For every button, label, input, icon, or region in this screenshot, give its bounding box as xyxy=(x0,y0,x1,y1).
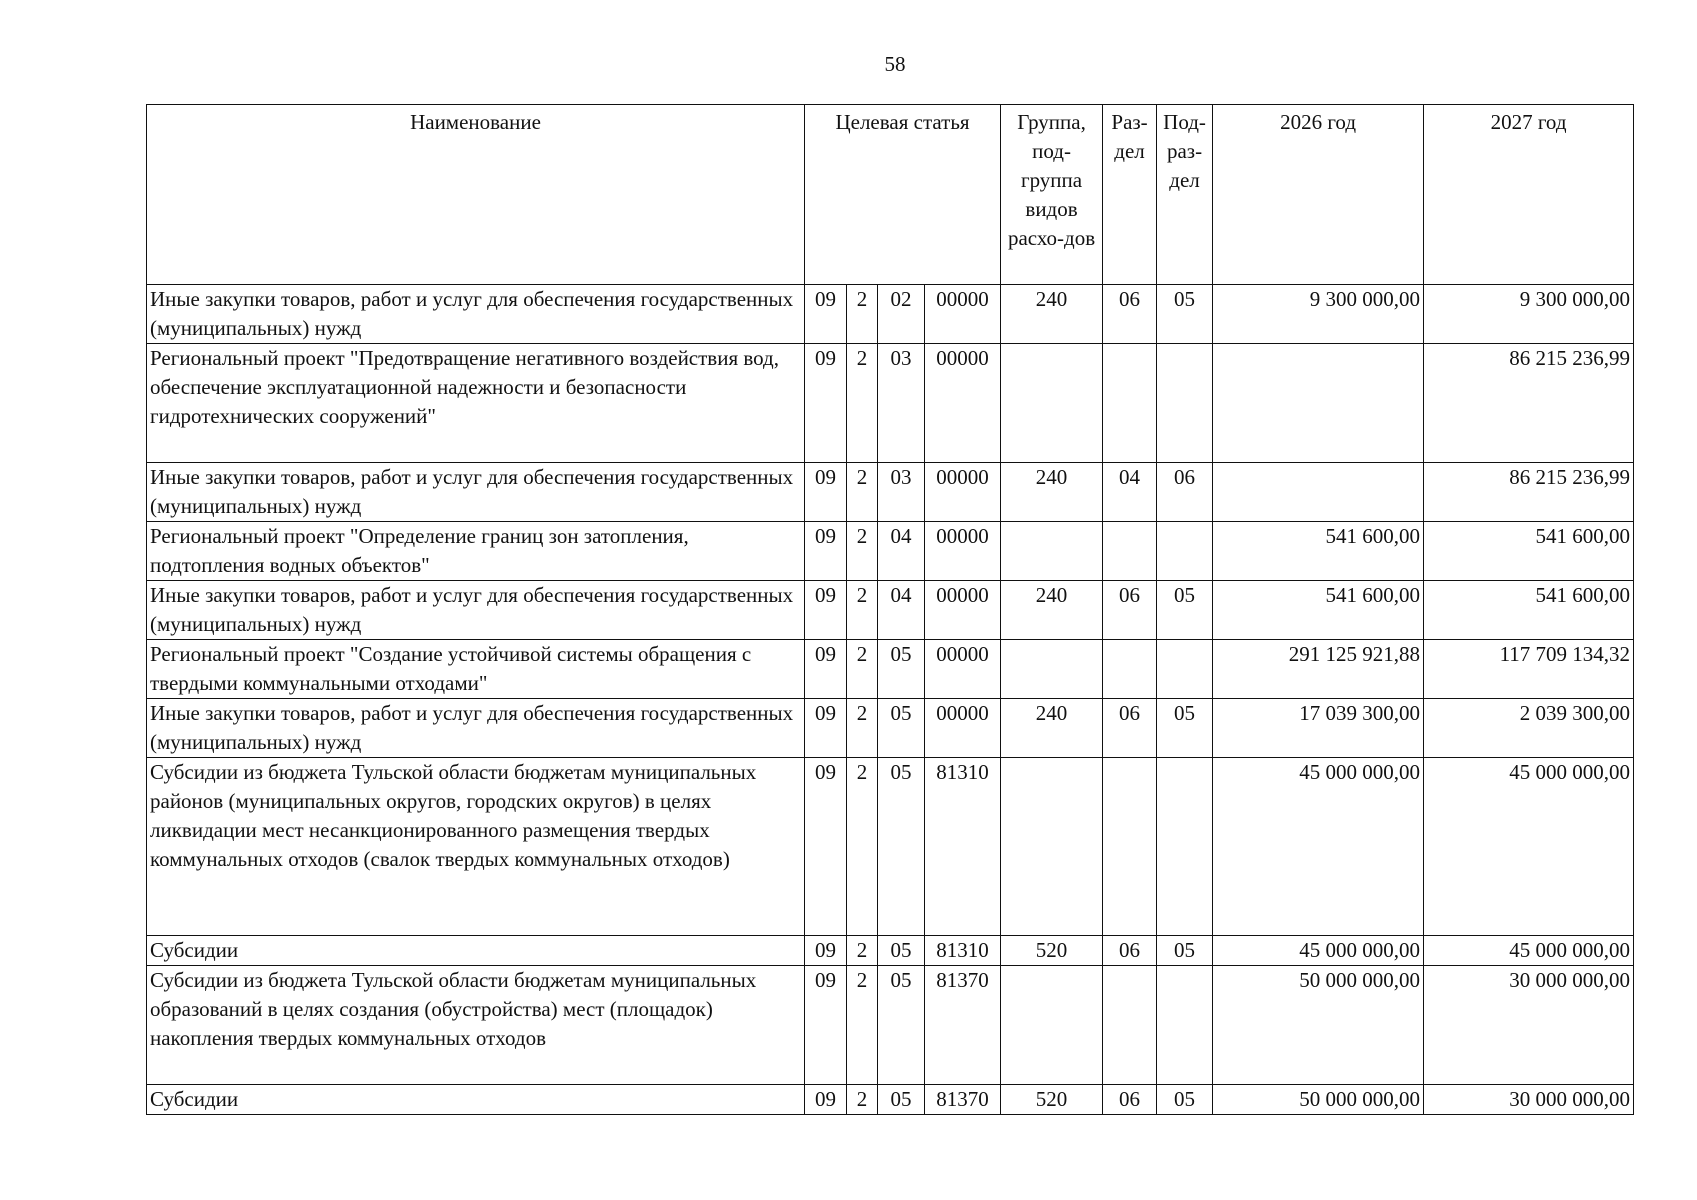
section-code: 06 xyxy=(1103,581,1157,640)
article-subprogram: 2 xyxy=(847,966,878,1085)
article-direction: 81310 xyxy=(925,936,1001,966)
expense-group: 240 xyxy=(1001,463,1103,522)
amount-2027: 30 000 000,00 xyxy=(1424,1085,1634,1115)
article-event: 05 xyxy=(878,966,925,1085)
section-code xyxy=(1103,522,1157,581)
article-direction: 00000 xyxy=(925,699,1001,758)
header-year-2026: 2026 год xyxy=(1213,105,1424,285)
article-event: 03 xyxy=(878,344,925,463)
article-event: 04 xyxy=(878,581,925,640)
amount-2027: 9 300 000,00 xyxy=(1424,285,1634,344)
subsection-code: 06 xyxy=(1157,463,1213,522)
section-code: 06 xyxy=(1103,285,1157,344)
article-event: 05 xyxy=(878,1085,925,1115)
section-code: 04 xyxy=(1103,463,1157,522)
section-code xyxy=(1103,966,1157,1085)
amount-2027: 45 000 000,00 xyxy=(1424,758,1634,936)
article-event: 02 xyxy=(878,285,925,344)
amount-2027: 30 000 000,00 xyxy=(1424,966,1634,1085)
article-program: 09 xyxy=(805,966,847,1085)
article-subprogram: 2 xyxy=(847,758,878,936)
article-program: 09 xyxy=(805,699,847,758)
article-event: 05 xyxy=(878,640,925,699)
expense-group xyxy=(1001,640,1103,699)
expense-group: 520 xyxy=(1001,1085,1103,1115)
section-code xyxy=(1103,758,1157,936)
table-row xyxy=(147,699,1634,758)
amount-2026: 541 600,00 xyxy=(1213,522,1424,581)
article-program: 09 xyxy=(805,344,847,463)
row-name: Региональный проект "Предотвращение негативного воздействия вод, обеспечение эксплуатационной надежности и безопасности гидротехнических сооружений" xyxy=(147,344,805,463)
header-section: Раз-дел xyxy=(1103,105,1157,285)
amount-2026: 9 300 000,00 xyxy=(1213,285,1424,344)
expense-group: 240 xyxy=(1001,699,1103,758)
row-name: Иные закупки товаров, работ и услуг для обеспечения государственных (муниципальных) нужд xyxy=(147,699,805,758)
table-row xyxy=(147,640,1634,699)
header-target-article: Целевая статья xyxy=(805,105,1001,285)
table-row xyxy=(147,285,1634,344)
expense-group xyxy=(1001,522,1103,581)
expense-group xyxy=(1001,344,1103,463)
row-name: Субсидии из бюджета Тульской области бюджетам муниципальных образований в целях создания (обустройства) мест (площадок) накопления твердых коммунальных отходов xyxy=(147,966,805,1085)
amount-2027: 2 039 300,00 xyxy=(1424,699,1634,758)
amount-2026: 45 000 000,00 xyxy=(1213,758,1424,936)
article-direction: 00000 xyxy=(925,640,1001,699)
header-row xyxy=(147,105,1634,285)
header-name: Наименование xyxy=(147,105,805,285)
subsection-code xyxy=(1157,640,1213,699)
article-subprogram: 2 xyxy=(847,640,878,699)
table-row xyxy=(147,936,1634,966)
subsection-code: 05 xyxy=(1157,699,1213,758)
header-year-2027: 2027 год xyxy=(1424,105,1634,285)
article-program: 09 xyxy=(805,463,847,522)
expense-group: 240 xyxy=(1001,285,1103,344)
amount-2026: 291 125 921,88 xyxy=(1213,640,1424,699)
subsection-code: 05 xyxy=(1157,285,1213,344)
amount-2026: 17 039 300,00 xyxy=(1213,699,1424,758)
section-code: 06 xyxy=(1103,936,1157,966)
article-subprogram: 2 xyxy=(847,699,878,758)
table-row xyxy=(147,581,1634,640)
expense-group xyxy=(1001,966,1103,1085)
amount-2026 xyxy=(1213,344,1424,463)
section-code: 06 xyxy=(1103,699,1157,758)
article-event: 04 xyxy=(878,522,925,581)
row-name: Субсидии xyxy=(147,936,805,966)
article-program: 09 xyxy=(805,285,847,344)
subsection-code xyxy=(1157,344,1213,463)
row-name: Региональный проект "Определение границ зон затопления, подтопления водных объектов" xyxy=(147,522,805,581)
article-program: 09 xyxy=(805,522,847,581)
article-subprogram: 2 xyxy=(847,936,878,966)
section-code: 06 xyxy=(1103,1085,1157,1115)
article-event: 05 xyxy=(878,936,925,966)
amount-2027: 541 600,00 xyxy=(1424,581,1634,640)
article-subprogram: 2 xyxy=(847,463,878,522)
table-row xyxy=(147,1085,1634,1115)
table-body xyxy=(147,285,1634,1115)
article-direction: 00000 xyxy=(925,463,1001,522)
header-group: Группа, под-группа видов расхо-дов xyxy=(1001,105,1103,285)
amount-2027: 117 709 134,32 xyxy=(1424,640,1634,699)
article-direction: 00000 xyxy=(925,285,1001,344)
row-name: Субсидии xyxy=(147,1085,805,1115)
table-row xyxy=(147,758,1634,936)
article-program: 09 xyxy=(805,581,847,640)
article-program: 09 xyxy=(805,758,847,936)
amount-2027: 45 000 000,00 xyxy=(1424,936,1634,966)
expense-group: 240 xyxy=(1001,581,1103,640)
article-event: 05 xyxy=(878,699,925,758)
article-event: 05 xyxy=(878,758,925,936)
expense-group xyxy=(1001,758,1103,936)
amount-2026: 50 000 000,00 xyxy=(1213,966,1424,1085)
article-direction: 00000 xyxy=(925,344,1001,463)
subsection-code xyxy=(1157,522,1213,581)
article-subprogram: 2 xyxy=(847,522,878,581)
article-direction: 81370 xyxy=(925,1085,1001,1115)
row-name: Субсидии из бюджета Тульской области бюджетам муниципальных районов (муниципальных округов, городских округов) в целях ликвидации мест несанкционированного размещения твердых коммунальных отходов (свалок твердых коммунальных отходов) xyxy=(147,758,805,936)
article-subprogram: 2 xyxy=(847,344,878,463)
section-code xyxy=(1103,640,1157,699)
page-number: 58 xyxy=(884,52,906,76)
amount-2027: 541 600,00 xyxy=(1424,522,1634,581)
article-direction: 00000 xyxy=(925,522,1001,581)
article-direction: 81370 xyxy=(925,966,1001,1085)
amount-2027: 86 215 236,99 xyxy=(1424,463,1634,522)
row-name: Иные закупки товаров, работ и услуг для обеспечения государственных (муниципальных) нужд xyxy=(147,581,805,640)
article-event: 03 xyxy=(878,463,925,522)
article-direction: 81310 xyxy=(925,758,1001,936)
amount-2026: 50 000 000,00 xyxy=(1213,1085,1424,1115)
expense-group: 520 xyxy=(1001,936,1103,966)
budget-table xyxy=(146,104,1634,1115)
amount-2026: 541 600,00 xyxy=(1213,581,1424,640)
row-name: Иные закупки товаров, работ и услуг для обеспечения государственных (муниципальных) нужд xyxy=(147,285,805,344)
article-direction: 00000 xyxy=(925,581,1001,640)
table-row xyxy=(147,966,1634,1085)
table-row xyxy=(147,463,1634,522)
row-name: Иные закупки товаров, работ и услуг для обеспечения государственных (муниципальных) нужд xyxy=(147,463,805,522)
table-row xyxy=(147,344,1634,463)
header-subsection: Под-раз-дел xyxy=(1157,105,1213,285)
article-program: 09 xyxy=(805,640,847,699)
article-program: 09 xyxy=(805,1085,847,1115)
row-name: Региональный проект "Создание устойчивой системы обращения с твердыми коммунальными отходами" xyxy=(147,640,805,699)
amount-2027: 86 215 236,99 xyxy=(1424,344,1634,463)
subsection-code xyxy=(1157,966,1213,1085)
subsection-code: 05 xyxy=(1157,1085,1213,1115)
subsection-code: 05 xyxy=(1157,936,1213,966)
subsection-code: 05 xyxy=(1157,581,1213,640)
article-subprogram: 2 xyxy=(847,1085,878,1115)
table-row xyxy=(147,522,1634,581)
subsection-code xyxy=(1157,758,1213,936)
article-subprogram: 2 xyxy=(847,581,878,640)
article-subprogram: 2 xyxy=(847,285,878,344)
amount-2026 xyxy=(1213,463,1424,522)
section-code xyxy=(1103,344,1157,463)
amount-2026: 45 000 000,00 xyxy=(1213,936,1424,966)
article-program: 09 xyxy=(805,936,847,966)
